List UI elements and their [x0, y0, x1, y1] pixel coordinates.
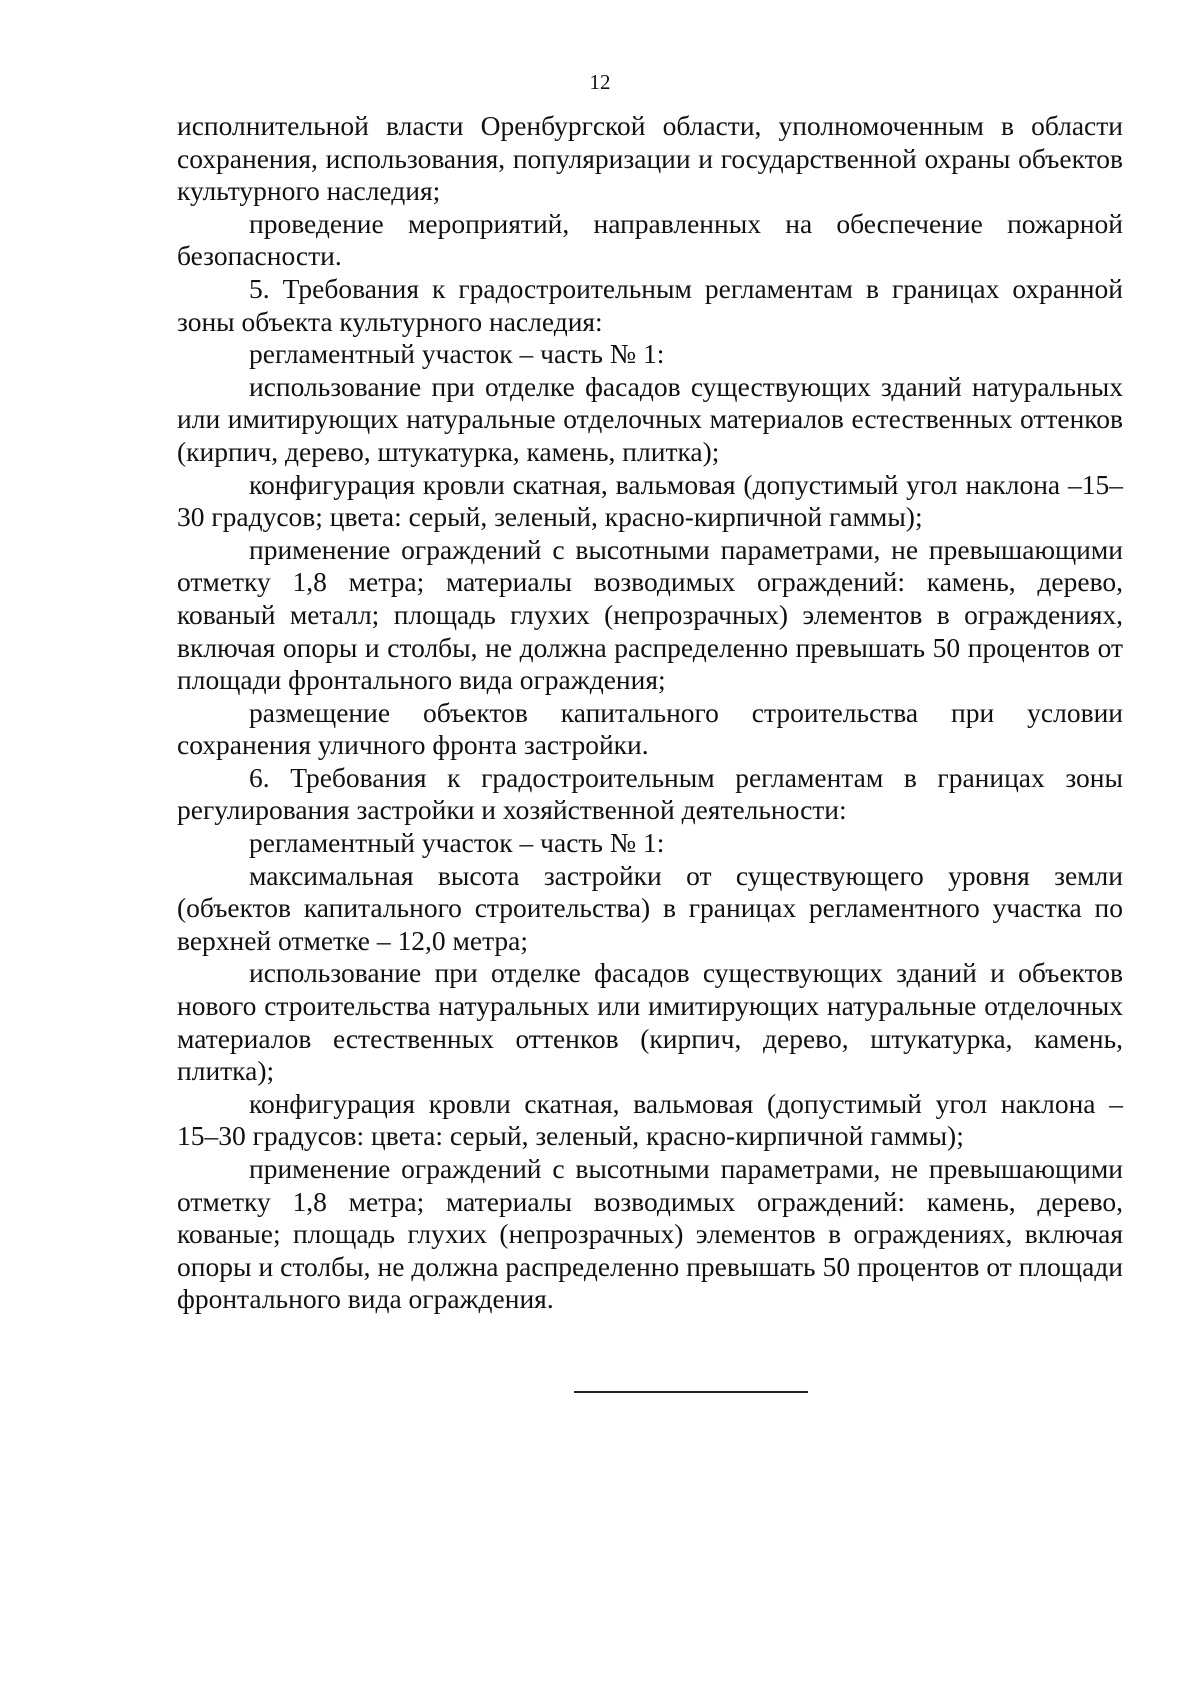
paragraph-facade-materials-b: использование при отделке фасадов существующих зданий и объектов нового строительства натуральных или имитирующих натуральные отделочных материалов естественных оттенков (кирпич, дерево, штукатурка, камень, плитка);: [177, 957, 1123, 1087]
paragraph-reglament-part-1-b: регламентный участок – часть № 1:: [249, 827, 665, 859]
paragraph-section-6-heading: 6. Требования к градостроительным регламентам в границах зоны регулирования застройки и хозяйственной деятельности:: [177, 761, 1123, 826]
paragraph-max-height: максимальная высота застройки от существующего уровня земли (объектов капитального строительства) в границах регламентного участка по верхней отметке – 12,0 метра;: [177, 859, 1123, 956]
document-body: [177, 110, 1123, 1316]
paragraph-roof-configuration: конфигурация кровли скатная, вальмовая (допустимый угол наклона –15–30 градусов; цвета: серый, зеленый, красно-кирпичной гаммы);: [177, 468, 1123, 533]
paragraph-placement: размещение объектов капитального строительства при условии сохранения уличного фронта застройки.: [177, 696, 1123, 761]
paragraph-roof-configuration-b: конфигурация кровли скатная, вальмовая (допустимый угол наклона – 15–30 градусов: цвета: серый, зеленый, красно-кирпичной гаммы);: [177, 1087, 1123, 1152]
paragraph-fences-b: применение ограждений с высотными параметрами, не превышающими отметку 1,8 метра; материалы возводимых ограждений: камень, дерево, кованые; площадь глухих (непрозрачных) элементов в ограждениях, включая опоры и столбы, не должна распределенно превышать 50 процентов от площади фронтального вида ограждения.: [177, 1153, 1123, 1315]
page-number: 12: [589, 70, 611, 94]
paragraph-fences: применение ограждений с высотными параметрами, не превышающими отметку 1,8 метра; материалы возводимых ограждений: камень, дерево, кованый металл; площадь глухих (непрозрачных) элементов в ограждениях, включая опоры и столбы, не должна распределенно превышать 50 процентов от площади фронтального вида ограждения;: [177, 533, 1123, 696]
paragraph-facade-materials: использование при отделке фасадов существующих зданий натуральных или имитирующих натуральные отделочных материалов естественных оттенков (кирпич, дерево, штукатурка, камень, плитка);: [177, 370, 1123, 467]
paragraph-fire-safety: проведение мероприятий, направленных на обеспечение пожарной безопасности.: [177, 207, 1123, 272]
end-of-document-rule: [574, 1391, 808, 1393]
paragraph-continuation: исполнительной власти Оренбургской области, уполномоченным в области сохранения, использования, популяризации и государственной охраны объектов культурного наследия;: [177, 110, 1123, 207]
paragraph-section-5-heading: 5. Требования к градостроительным регламентам в границах охранной зоны объекта культурного наследия:: [177, 272, 1123, 337]
paragraph-reglament-part-1: регламентный участок – часть № 1:: [249, 338, 665, 370]
